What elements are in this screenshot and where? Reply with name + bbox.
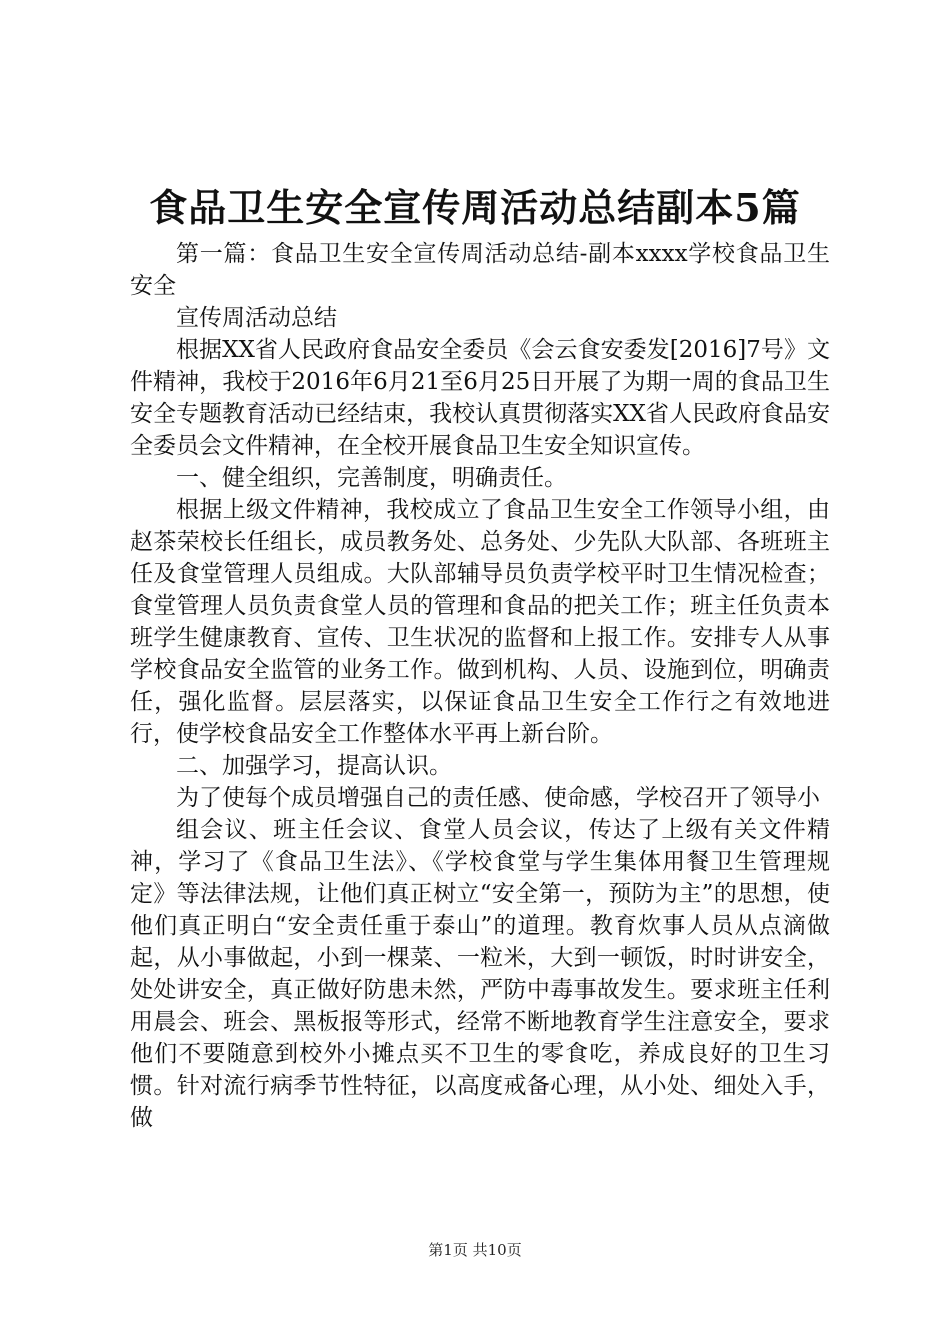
paragraph-part-heading: 第一篇：食品卫生安全宣传周活动总结-副本xxxx学校食品卫生安全 [130, 241, 830, 299]
paragraph-meeting-lead: 为了使每个成员增强自己的责任感、使命感，学校召开了领导小 [176, 785, 820, 811]
paragraph-subtitle: 宣传周活动总结 [176, 305, 337, 331]
document-title: 食品卫生安全宣传周活动总结副本5篇 [149, 185, 801, 230]
paragraph-organization: 根据上级文件精神，我校成立了食品卫生安全工作领导小组，由赵茶荣校长任组长，成员教务处、总务处、少先队大队部、各班班主任及食堂管理人员组成。大队部辅导员负责学校平时卫生情况检查；食堂管理人员负责食堂人员的管理和食品的把关工作；班主任负责本班学生健康教育、宣传、卫生状况的监督和上报工作。安排专人从事学校食品安全监管的业务工作。做到机构、人员、设施到位，明确责任，强化监督。层层落实，以保证食品卫生安全工作行之有效地进行，使学校食品安全工作整体水平再上新台阶。 [130, 497, 830, 747]
section-heading-2: 二、加强学习，提高认识。 [176, 753, 452, 779]
page-footer: 第1页 共10页 [428, 1241, 522, 1259]
paragraph-intro: 根据XX省人民政府食品安全委员《会云食安委发[2016]7号》文件精神，我校于2016年6月21至6月25日开展了为期一周的食品卫生安全专题教育活动已经结束，我校认真贯彻落实XX省人民政府食品安全委员会文件精神，在全校开展食品卫生安全知识宣传。 [130, 337, 830, 459]
section-heading-1: 一、健全组织，完善制度，明确责任。 [176, 465, 567, 491]
document-body [130, 238, 830, 1134]
paragraph-meetings: 组会议、班主任会议、食堂人员会议，传达了上级有关文件精神，学习了《食品卫生法》、《学校食堂与学生集体用餐卫生管理规定》等法律法规，让他们真正树立“安全第一，预防为主”的思想，使他们真正明白“安全责任重于泰山”的道理。教育炊事人员从点滴做起，从小事做起，小到一棵菜、一粒米，大到一顿饭，时时讲安全，处处讲安全，真正做好防患未然，严防中毒事故发生。要求班主任利用晨会、班会、黑板报等形式，经常不断地教育学生注意安全，要求他们不要随意到校外小摊点买不卫生的零食吃，养成良好的卫生习惯。针对流行病季节性特征，以高度戒备心理，从小处、细处入手，做 [130, 817, 830, 1131]
